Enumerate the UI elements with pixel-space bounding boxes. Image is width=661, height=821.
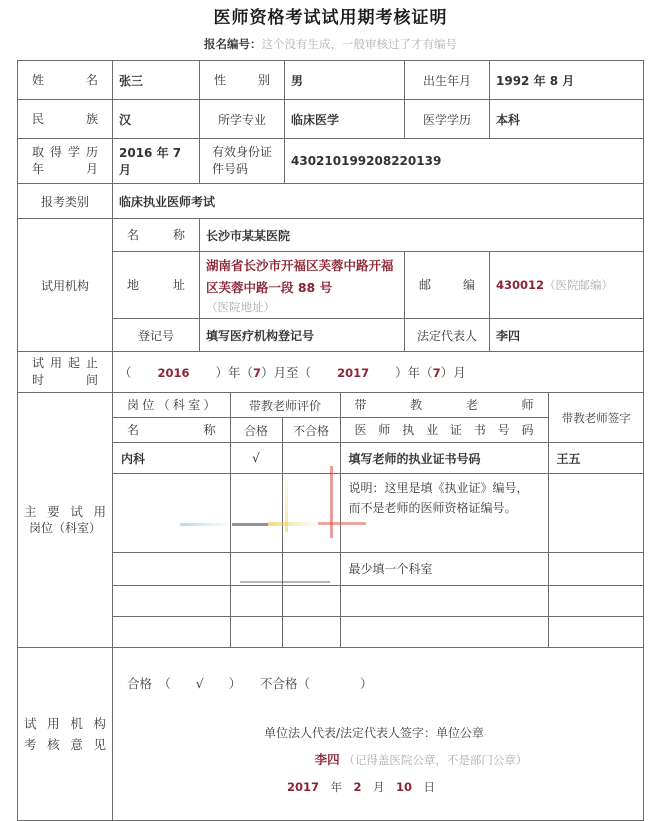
- postcode-label: 邮编: [405, 252, 490, 319]
- opinion-label-line2: 考核意见: [24, 737, 106, 752]
- postcode-cell: [490, 252, 644, 319]
- row-license-note: 最少填一个科室: [340, 553, 548, 586]
- row-signature: 王五: [548, 443, 643, 474]
- paren-close-1: ）: [215, 365, 229, 380]
- col-header-signature: 带教老师签字: [548, 393, 643, 443]
- education-value: 本科: [490, 100, 644, 139]
- paren-close-4: ）: [440, 365, 454, 380]
- row-pass-mark: [230, 586, 282, 617]
- month-char-2: 月: [453, 365, 466, 380]
- row-fail-mark: [282, 443, 340, 474]
- major-value: 临床医学: [285, 100, 405, 139]
- row-dept: [113, 586, 230, 617]
- row-dept: [113, 553, 230, 586]
- opinion-body-cell: [113, 648, 644, 821]
- row-fail-mark: [282, 553, 340, 586]
- date-day: 10: [396, 780, 413, 794]
- trial-start-year: 2016: [157, 366, 190, 380]
- major-label: 所学专业: [200, 100, 285, 139]
- paren-close-3: ）: [395, 365, 408, 380]
- trial-end-year: 2017: [337, 366, 370, 380]
- registration-number-line: [0, 36, 661, 52]
- signature-note: （记得盖医院公章，不是部门公章）: [343, 753, 528, 767]
- date-month: 2: [353, 780, 362, 794]
- date-year: 2017: [286, 780, 319, 794]
- positions-data-row: [113, 474, 644, 553]
- paren-open-4: （: [420, 365, 433, 380]
- positions-table: [113, 393, 644, 647]
- gender-label: 性别: [200, 61, 285, 100]
- row-signature: [548, 617, 643, 648]
- gender-value: 男: [285, 61, 405, 100]
- opinion-body: [113, 648, 643, 795]
- row-signature: [548, 553, 643, 586]
- degree-date-label: [18, 139, 113, 184]
- institution-address-label: 地址: [113, 252, 200, 319]
- trial-end-month: 7: [432, 366, 441, 380]
- paren-open-3: （: [298, 365, 312, 380]
- trial-period-label-line2: 时 间: [32, 373, 98, 387]
- legal-rep-label: 法定代表人: [405, 319, 490, 352]
- row-license: 填写老师的执业证书号码: [340, 443, 548, 474]
- institution-address-note: （医院地址）: [206, 300, 275, 314]
- id-label-line2: 件号码: [212, 162, 249, 176]
- legal-rep-value: 李四: [490, 319, 644, 352]
- id-value: 430210199208220139: [285, 139, 644, 184]
- row-license: [340, 617, 548, 648]
- registration-number-note: 这个没有生成，一般审核过了才有编号: [261, 37, 457, 51]
- certificate-table: [17, 60, 644, 821]
- ethnicity-label: 民族: [18, 100, 113, 139]
- positions-section-label: [18, 393, 113, 648]
- positions-section-row: [18, 393, 644, 648]
- date-row: [113, 779, 643, 795]
- institution-section-label: 试用机构: [18, 219, 113, 352]
- registration-number-label: 报名编号：: [204, 37, 262, 51]
- institution-address-cell: [200, 252, 405, 319]
- id-label-line1: 有效身份证: [212, 145, 273, 159]
- paren-open-1: （: [119, 365, 132, 380]
- opinion-fail-option[interactable]: 不合格（ ）: [259, 676, 373, 691]
- degree-date-label-line2: 年 月: [32, 162, 98, 176]
- table-row: [18, 219, 644, 252]
- degree-date-value: 2016 年 7 月: [113, 139, 200, 184]
- to-char: 至: [286, 365, 299, 380]
- positions-data-row: [113, 443, 644, 474]
- row-dept: [113, 474, 230, 553]
- degree-date-label-line1: 取得学历: [32, 145, 98, 159]
- row-pass-mark: √: [230, 443, 282, 474]
- exam-type-label: 报考类别: [18, 184, 113, 219]
- ethnicity-value: 汉: [113, 100, 200, 139]
- opinion-label: [18, 648, 113, 821]
- table-row: [18, 139, 644, 184]
- table-row: [18, 352, 644, 393]
- month-char-1: 月: [273, 365, 287, 380]
- row-signature: [548, 586, 643, 617]
- name-label: 姓名: [18, 61, 113, 100]
- row-pass-mark: [230, 474, 282, 553]
- table-row: [18, 61, 644, 100]
- row-pass-mark: [230, 617, 282, 648]
- institution-name-label: 名称: [113, 219, 200, 252]
- trial-period-label-line1: 试用起止: [32, 356, 98, 370]
- col-header-license-line1: 带教老师: [340, 393, 548, 418]
- positions-section-label-line2: 岗位（科室）: [28, 521, 101, 535]
- positions-data-row: [113, 553, 644, 586]
- row-fail-mark: [282, 586, 340, 617]
- exam-type-value: 临床执业医师考试: [113, 184, 644, 219]
- registry-label: 登记号: [113, 319, 200, 352]
- col-header-evaluation: 带教老师评价: [230, 393, 340, 418]
- opinion-label-line1: 试用机构: [24, 716, 106, 731]
- col-header-pass: 合格: [230, 418, 282, 443]
- institution-name-value: 长沙市某某医院: [200, 219, 644, 252]
- positions-data-row: [113, 617, 644, 648]
- row-license-note: 说明：这里是填《执业证》编号，而不是老师的医师资格证编号。: [340, 474, 548, 553]
- year-char-3: 年: [330, 780, 342, 794]
- page-title: 医师资格考试试用期考核证明: [213, 8, 448, 28]
- trial-period-label: [18, 352, 113, 393]
- day-char: 日: [423, 780, 436, 794]
- education-label: 医学学历: [405, 100, 490, 139]
- birth-label: 出生年月: [405, 61, 490, 100]
- trial-start-month: 7: [253, 366, 262, 380]
- row-dept: [113, 617, 230, 648]
- signature-prompt: 单位法人代表/法定代表人签字：单位公章: [263, 726, 485, 740]
- opinion-row: [18, 648, 644, 821]
- row-license: [340, 586, 548, 617]
- postcode-value: 430012: [496, 278, 545, 292]
- opinion-result-line: [113, 648, 643, 692]
- signature-name: 李四: [314, 752, 340, 767]
- registry-value: 填写医疗机构登记号: [200, 319, 405, 352]
- table-row: [18, 100, 644, 139]
- col-header-dept-line1: 岗位（科室）: [113, 393, 230, 418]
- opinion-pass-option[interactable]: 合格 （ √ ）: [127, 676, 235, 691]
- trial-period-value-cell: [113, 352, 644, 393]
- id-label: [200, 139, 285, 184]
- institution-address-value: 湖南省长沙市开福区芙蓉中路开福区芙蓉中路一段 88 号: [206, 258, 394, 295]
- col-header-dept-line2: 名称: [113, 418, 230, 443]
- paren-open-2: （: [240, 365, 254, 380]
- positions-subtable-cell: [113, 393, 644, 648]
- signature-row: [113, 750, 643, 768]
- paren-close-2: ）: [261, 365, 274, 380]
- month-char-3: 月: [373, 780, 385, 794]
- birth-value: 1992 年 8 月: [490, 61, 644, 100]
- year-char-2: 年: [407, 365, 421, 380]
- row-fail-mark: [282, 474, 340, 553]
- year-char-1: 年: [228, 365, 241, 380]
- col-header-fail: 不合格: [282, 418, 340, 443]
- positions-header-row: [113, 393, 644, 418]
- row-signature: [548, 474, 643, 553]
- table-row: [18, 184, 644, 219]
- name-value: 张三: [113, 61, 200, 100]
- row-pass-mark: [230, 553, 282, 586]
- row-fail-mark: [282, 617, 340, 648]
- positions-data-row: [113, 586, 644, 617]
- row-dept: 内科: [113, 443, 230, 474]
- col-header-license-line2: 医师执业证书号码: [340, 418, 548, 443]
- postcode-note: （医院邮编）: [544, 278, 614, 292]
- positions-section-label-line1: 主要试用: [24, 504, 106, 519]
